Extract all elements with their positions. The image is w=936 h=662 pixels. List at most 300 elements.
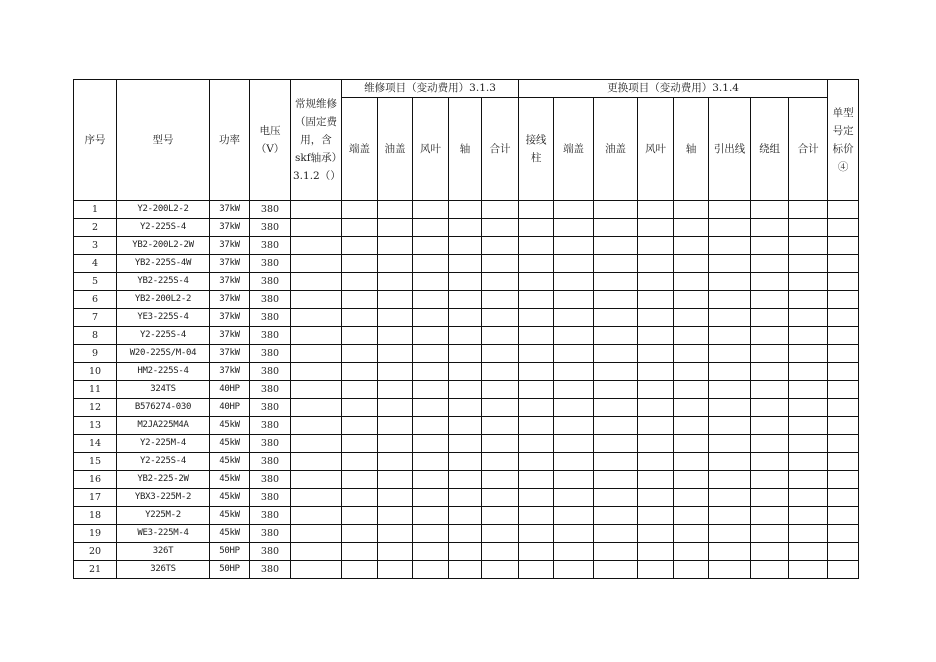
empty-cell[interactable] <box>554 237 594 255</box>
empty-cell[interactable] <box>413 453 449 471</box>
empty-cell[interactable] <box>554 435 594 453</box>
empty-cell[interactable] <box>378 435 413 453</box>
empty-cell[interactable] <box>413 489 449 507</box>
empty-cell[interactable] <box>449 201 482 219</box>
empty-cell[interactable] <box>519 255 554 273</box>
empty-cell[interactable] <box>638 435 674 453</box>
empty-cell[interactable] <box>674 345 709 363</box>
empty-cell[interactable] <box>751 237 789 255</box>
empty-cell[interactable] <box>378 417 413 435</box>
empty-cell[interactable] <box>413 507 449 525</box>
empty-cell[interactable] <box>828 525 859 543</box>
empty-cell[interactable] <box>638 543 674 561</box>
empty-cell[interactable] <box>342 345 378 363</box>
empty-cell[interactable] <box>709 543 751 561</box>
empty-cell[interactable] <box>482 525 519 543</box>
empty-cell[interactable] <box>594 345 638 363</box>
empty-cell[interactable] <box>638 525 674 543</box>
empty-cell[interactable] <box>519 453 554 471</box>
empty-cell[interactable] <box>291 489 342 507</box>
empty-cell[interactable] <box>594 327 638 345</box>
empty-cell[interactable] <box>519 399 554 417</box>
empty-cell[interactable] <box>789 201 828 219</box>
empty-cell[interactable] <box>709 471 751 489</box>
empty-cell[interactable] <box>828 219 859 237</box>
empty-cell[interactable] <box>594 201 638 219</box>
empty-cell[interactable] <box>789 399 828 417</box>
empty-cell[interactable] <box>342 399 378 417</box>
empty-cell[interactable] <box>709 525 751 543</box>
empty-cell[interactable] <box>291 507 342 525</box>
empty-cell[interactable] <box>594 309 638 327</box>
empty-cell[interactable] <box>413 435 449 453</box>
empty-cell[interactable] <box>789 309 828 327</box>
empty-cell[interactable] <box>413 399 449 417</box>
empty-cell[interactable] <box>594 363 638 381</box>
empty-cell[interactable] <box>751 363 789 381</box>
empty-cell[interactable] <box>828 381 859 399</box>
empty-cell[interactable] <box>291 435 342 453</box>
empty-cell[interactable] <box>413 219 449 237</box>
empty-cell[interactable] <box>594 255 638 273</box>
empty-cell[interactable] <box>482 543 519 561</box>
empty-cell[interactable] <box>342 291 378 309</box>
empty-cell[interactable] <box>674 543 709 561</box>
empty-cell[interactable] <box>674 327 709 345</box>
empty-cell[interactable] <box>674 399 709 417</box>
empty-cell[interactable] <box>709 561 751 579</box>
empty-cell[interactable] <box>413 363 449 381</box>
empty-cell[interactable] <box>519 417 554 435</box>
empty-cell[interactable] <box>449 345 482 363</box>
empty-cell[interactable] <box>342 453 378 471</box>
empty-cell[interactable] <box>594 435 638 453</box>
empty-cell[interactable] <box>554 201 594 219</box>
empty-cell[interactable] <box>378 327 413 345</box>
empty-cell[interactable] <box>378 471 413 489</box>
empty-cell[interactable] <box>291 327 342 345</box>
empty-cell[interactable] <box>638 219 674 237</box>
empty-cell[interactable] <box>519 471 554 489</box>
empty-cell[interactable] <box>554 507 594 525</box>
empty-cell[interactable] <box>519 561 554 579</box>
empty-cell[interactable] <box>378 255 413 273</box>
empty-cell[interactable] <box>709 417 751 435</box>
empty-cell[interactable] <box>378 219 413 237</box>
empty-cell[interactable] <box>342 435 378 453</box>
empty-cell[interactable] <box>709 435 751 453</box>
empty-cell[interactable] <box>413 417 449 435</box>
empty-cell[interactable] <box>828 255 859 273</box>
empty-cell[interactable] <box>554 399 594 417</box>
empty-cell[interactable] <box>482 309 519 327</box>
empty-cell[interactable] <box>789 507 828 525</box>
empty-cell[interactable] <box>449 543 482 561</box>
empty-cell[interactable] <box>449 435 482 453</box>
empty-cell[interactable] <box>449 381 482 399</box>
empty-cell[interactable] <box>519 345 554 363</box>
empty-cell[interactable] <box>482 273 519 291</box>
empty-cell[interactable] <box>482 399 519 417</box>
empty-cell[interactable] <box>638 417 674 435</box>
empty-cell[interactable] <box>638 291 674 309</box>
empty-cell[interactable] <box>482 327 519 345</box>
empty-cell[interactable] <box>519 543 554 561</box>
empty-cell[interactable] <box>413 201 449 219</box>
empty-cell[interactable] <box>378 543 413 561</box>
empty-cell[interactable] <box>519 435 554 453</box>
empty-cell[interactable] <box>519 219 554 237</box>
empty-cell[interactable] <box>449 327 482 345</box>
empty-cell[interactable] <box>342 471 378 489</box>
empty-cell[interactable] <box>751 309 789 327</box>
empty-cell[interactable] <box>519 327 554 345</box>
empty-cell[interactable] <box>378 237 413 255</box>
empty-cell[interactable] <box>674 471 709 489</box>
empty-cell[interactable] <box>638 489 674 507</box>
empty-cell[interactable] <box>638 345 674 363</box>
empty-cell[interactable] <box>291 471 342 489</box>
empty-cell[interactable] <box>413 471 449 489</box>
empty-cell[interactable] <box>519 237 554 255</box>
empty-cell[interactable] <box>378 561 413 579</box>
empty-cell[interactable] <box>638 561 674 579</box>
empty-cell[interactable] <box>519 291 554 309</box>
empty-cell[interactable] <box>413 237 449 255</box>
empty-cell[interactable] <box>378 489 413 507</box>
empty-cell[interactable] <box>751 219 789 237</box>
empty-cell[interactable] <box>554 453 594 471</box>
empty-cell[interactable] <box>828 309 859 327</box>
empty-cell[interactable] <box>789 273 828 291</box>
empty-cell[interactable] <box>828 489 859 507</box>
empty-cell[interactable] <box>674 219 709 237</box>
empty-cell[interactable] <box>291 399 342 417</box>
empty-cell[interactable] <box>482 363 519 381</box>
empty-cell[interactable] <box>342 507 378 525</box>
empty-cell[interactable] <box>751 273 789 291</box>
empty-cell[interactable] <box>594 507 638 525</box>
empty-cell[interactable] <box>709 201 751 219</box>
empty-cell[interactable] <box>828 273 859 291</box>
empty-cell[interactable] <box>482 345 519 363</box>
empty-cell[interactable] <box>449 471 482 489</box>
empty-cell[interactable] <box>554 291 594 309</box>
empty-cell[interactable] <box>789 363 828 381</box>
empty-cell[interactable] <box>554 327 594 345</box>
empty-cell[interactable] <box>674 561 709 579</box>
empty-cell[interactable] <box>378 345 413 363</box>
empty-cell[interactable] <box>291 237 342 255</box>
empty-cell[interactable] <box>709 273 751 291</box>
empty-cell[interactable] <box>751 561 789 579</box>
empty-cell[interactable] <box>482 435 519 453</box>
empty-cell[interactable] <box>519 525 554 543</box>
empty-cell[interactable] <box>342 363 378 381</box>
empty-cell[interactable] <box>413 543 449 561</box>
empty-cell[interactable] <box>378 273 413 291</box>
empty-cell[interactable] <box>554 345 594 363</box>
empty-cell[interactable] <box>449 417 482 435</box>
empty-cell[interactable] <box>519 489 554 507</box>
empty-cell[interactable] <box>828 543 859 561</box>
empty-cell[interactable] <box>342 309 378 327</box>
empty-cell[interactable] <box>709 327 751 345</box>
empty-cell[interactable] <box>674 309 709 327</box>
empty-cell[interactable] <box>482 255 519 273</box>
empty-cell[interactable] <box>378 363 413 381</box>
empty-cell[interactable] <box>449 237 482 255</box>
empty-cell[interactable] <box>751 327 789 345</box>
empty-cell[interactable] <box>554 363 594 381</box>
empty-cell[interactable] <box>342 201 378 219</box>
empty-cell[interactable] <box>751 381 789 399</box>
empty-cell[interactable] <box>449 363 482 381</box>
empty-cell[interactable] <box>789 453 828 471</box>
empty-cell[interactable] <box>482 201 519 219</box>
empty-cell[interactable] <box>378 291 413 309</box>
empty-cell[interactable] <box>342 327 378 345</box>
empty-cell[interactable] <box>638 381 674 399</box>
empty-cell[interactable] <box>449 399 482 417</box>
empty-cell[interactable] <box>709 291 751 309</box>
empty-cell[interactable] <box>449 219 482 237</box>
empty-cell[interactable] <box>291 543 342 561</box>
empty-cell[interactable] <box>554 417 594 435</box>
empty-cell[interactable] <box>594 417 638 435</box>
empty-cell[interactable] <box>482 291 519 309</box>
empty-cell[interactable] <box>674 255 709 273</box>
empty-cell[interactable] <box>789 219 828 237</box>
empty-cell[interactable] <box>554 561 594 579</box>
empty-cell[interactable] <box>751 255 789 273</box>
empty-cell[interactable] <box>828 471 859 489</box>
empty-cell[interactable] <box>554 219 594 237</box>
empty-cell[interactable] <box>828 327 859 345</box>
empty-cell[interactable] <box>594 453 638 471</box>
empty-cell[interactable] <box>554 525 594 543</box>
empty-cell[interactable] <box>789 561 828 579</box>
empty-cell[interactable] <box>789 543 828 561</box>
empty-cell[interactable] <box>674 273 709 291</box>
empty-cell[interactable] <box>638 273 674 291</box>
empty-cell[interactable] <box>674 507 709 525</box>
empty-cell[interactable] <box>751 453 789 471</box>
empty-cell[interactable] <box>449 309 482 327</box>
empty-cell[interactable] <box>291 345 342 363</box>
empty-cell[interactable] <box>342 561 378 579</box>
empty-cell[interactable] <box>674 453 709 471</box>
empty-cell[interactable] <box>449 525 482 543</box>
empty-cell[interactable] <box>789 417 828 435</box>
empty-cell[interactable] <box>291 201 342 219</box>
empty-cell[interactable] <box>828 399 859 417</box>
empty-cell[interactable] <box>709 219 751 237</box>
empty-cell[interactable] <box>638 399 674 417</box>
empty-cell[interactable] <box>594 237 638 255</box>
empty-cell[interactable] <box>594 561 638 579</box>
empty-cell[interactable] <box>594 525 638 543</box>
empty-cell[interactable] <box>828 561 859 579</box>
empty-cell[interactable] <box>413 561 449 579</box>
empty-cell[interactable] <box>674 291 709 309</box>
empty-cell[interactable] <box>674 381 709 399</box>
empty-cell[interactable] <box>291 363 342 381</box>
empty-cell[interactable] <box>828 201 859 219</box>
empty-cell[interactable] <box>449 561 482 579</box>
empty-cell[interactable] <box>638 327 674 345</box>
empty-cell[interactable] <box>554 543 594 561</box>
empty-cell[interactable] <box>291 309 342 327</box>
empty-cell[interactable] <box>378 309 413 327</box>
empty-cell[interactable] <box>638 201 674 219</box>
empty-cell[interactable] <box>789 471 828 489</box>
empty-cell[interactable] <box>828 237 859 255</box>
empty-cell[interactable] <box>674 417 709 435</box>
empty-cell[interactable] <box>519 507 554 525</box>
empty-cell[interactable] <box>413 345 449 363</box>
empty-cell[interactable] <box>751 291 789 309</box>
empty-cell[interactable] <box>519 363 554 381</box>
empty-cell[interactable] <box>342 525 378 543</box>
empty-cell[interactable] <box>709 255 751 273</box>
empty-cell[interactable] <box>789 291 828 309</box>
empty-cell[interactable] <box>342 237 378 255</box>
empty-cell[interactable] <box>751 435 789 453</box>
empty-cell[interactable] <box>828 435 859 453</box>
empty-cell[interactable] <box>378 399 413 417</box>
empty-cell[interactable] <box>638 507 674 525</box>
empty-cell[interactable] <box>674 489 709 507</box>
empty-cell[interactable] <box>413 273 449 291</box>
empty-cell[interactable] <box>674 201 709 219</box>
empty-cell[interactable] <box>519 309 554 327</box>
empty-cell[interactable] <box>378 201 413 219</box>
empty-cell[interactable] <box>449 255 482 273</box>
empty-cell[interactable] <box>594 399 638 417</box>
empty-cell[interactable] <box>291 255 342 273</box>
empty-cell[interactable] <box>709 489 751 507</box>
empty-cell[interactable] <box>828 363 859 381</box>
empty-cell[interactable] <box>751 399 789 417</box>
empty-cell[interactable] <box>828 453 859 471</box>
empty-cell[interactable] <box>482 417 519 435</box>
empty-cell[interactable] <box>449 273 482 291</box>
empty-cell[interactable] <box>594 471 638 489</box>
empty-cell[interactable] <box>594 381 638 399</box>
empty-cell[interactable] <box>482 453 519 471</box>
empty-cell[interactable] <box>342 489 378 507</box>
empty-cell[interactable] <box>638 363 674 381</box>
empty-cell[interactable] <box>638 255 674 273</box>
empty-cell[interactable] <box>789 255 828 273</box>
empty-cell[interactable] <box>482 381 519 399</box>
empty-cell[interactable] <box>291 453 342 471</box>
empty-cell[interactable] <box>342 543 378 561</box>
empty-cell[interactable] <box>709 309 751 327</box>
empty-cell[interactable] <box>674 435 709 453</box>
empty-cell[interactable] <box>789 237 828 255</box>
empty-cell[interactable] <box>828 345 859 363</box>
empty-cell[interactable] <box>674 237 709 255</box>
empty-cell[interactable] <box>482 507 519 525</box>
empty-cell[interactable] <box>342 381 378 399</box>
empty-cell[interactable] <box>638 237 674 255</box>
empty-cell[interactable] <box>449 489 482 507</box>
empty-cell[interactable] <box>554 273 594 291</box>
empty-cell[interactable] <box>751 201 789 219</box>
empty-cell[interactable] <box>291 561 342 579</box>
empty-cell[interactable] <box>291 291 342 309</box>
empty-cell[interactable] <box>709 381 751 399</box>
empty-cell[interactable] <box>378 525 413 543</box>
empty-cell[interactable] <box>638 309 674 327</box>
empty-cell[interactable] <box>291 273 342 291</box>
empty-cell[interactable] <box>828 417 859 435</box>
empty-cell[interactable] <box>482 219 519 237</box>
empty-cell[interactable] <box>482 561 519 579</box>
empty-cell[interactable] <box>291 381 342 399</box>
empty-cell[interactable] <box>378 507 413 525</box>
empty-cell[interactable] <box>709 345 751 363</box>
empty-cell[interactable] <box>413 327 449 345</box>
empty-cell[interactable] <box>291 525 342 543</box>
empty-cell[interactable] <box>554 309 594 327</box>
empty-cell[interactable] <box>594 543 638 561</box>
empty-cell[interactable] <box>751 489 789 507</box>
empty-cell[interactable] <box>413 309 449 327</box>
empty-cell[interactable] <box>638 471 674 489</box>
empty-cell[interactable] <box>342 273 378 291</box>
empty-cell[interactable] <box>594 219 638 237</box>
empty-cell[interactable] <box>413 381 449 399</box>
empty-cell[interactable] <box>291 417 342 435</box>
empty-cell[interactable] <box>594 273 638 291</box>
empty-cell[interactable] <box>751 345 789 363</box>
empty-cell[interactable] <box>482 489 519 507</box>
empty-cell[interactable] <box>378 453 413 471</box>
empty-cell[interactable] <box>789 381 828 399</box>
empty-cell[interactable] <box>519 381 554 399</box>
empty-cell[interactable] <box>709 507 751 525</box>
empty-cell[interactable] <box>449 291 482 309</box>
empty-cell[interactable] <box>751 543 789 561</box>
empty-cell[interactable] <box>378 381 413 399</box>
empty-cell[interactable] <box>709 453 751 471</box>
empty-cell[interactable] <box>554 381 594 399</box>
empty-cell[interactable] <box>751 417 789 435</box>
empty-cell[interactable] <box>449 453 482 471</box>
empty-cell[interactable] <box>482 237 519 255</box>
empty-cell[interactable] <box>554 471 594 489</box>
empty-cell[interactable] <box>413 291 449 309</box>
empty-cell[interactable] <box>751 507 789 525</box>
empty-cell[interactable] <box>291 219 342 237</box>
empty-cell[interactable] <box>638 453 674 471</box>
empty-cell[interactable] <box>789 345 828 363</box>
empty-cell[interactable] <box>594 291 638 309</box>
empty-cell[interactable] <box>554 255 594 273</box>
empty-cell[interactable] <box>482 471 519 489</box>
empty-cell[interactable] <box>789 525 828 543</box>
empty-cell[interactable] <box>594 489 638 507</box>
empty-cell[interactable] <box>789 489 828 507</box>
empty-cell[interactable] <box>554 489 594 507</box>
empty-cell[interactable] <box>828 291 859 309</box>
empty-cell[interactable] <box>751 525 789 543</box>
empty-cell[interactable] <box>751 471 789 489</box>
empty-cell[interactable] <box>709 399 751 417</box>
